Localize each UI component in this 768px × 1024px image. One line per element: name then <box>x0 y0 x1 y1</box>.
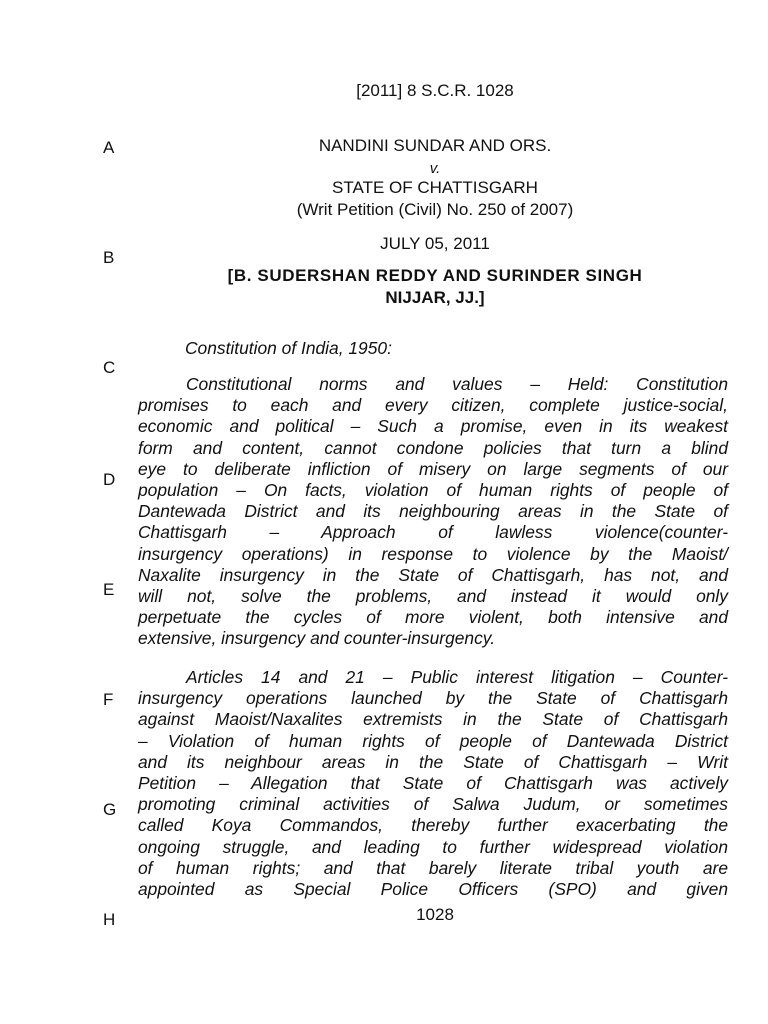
paragraph-line: appointed as Special Police Officers (SPO) and given <box>138 879 728 900</box>
margin-letter-e: E <box>103 580 115 599</box>
paragraph-line: population – On facts, violation of human rights of people of <box>138 480 728 501</box>
paragraph-line: will not, solve the problems, and instead it would only <box>138 586 728 607</box>
paragraph-line: Chattisgarh – Approach of lawless violence(counter- <box>138 522 728 543</box>
subject-heading: Constitution of India, 1950: <box>185 338 392 358</box>
margin-letter-a: A <box>103 138 115 157</box>
paragraph-line: economic and political – Such a promise, even in its weakest <box>138 416 728 437</box>
paragraph-line: Petition – Allegation that State of Chattisgarh was actively <box>138 773 728 794</box>
paragraph-line: perpetuate the cycles of more violent, both intensive and <box>138 607 728 628</box>
respondent-name: STATE OF CHATTISGARH <box>332 178 538 197</box>
paragraph-line: Articles 14 and 21 – Public interest litigation – Counter- <box>186 667 728 687</box>
paragraph-line: Naxalite insurgency in the State of Chattisgarh, has not, and <box>138 564 728 585</box>
headnote-paragraph-1 <box>138 374 728 650</box>
margin-letter-g: G <box>103 800 117 819</box>
margin-letter-h: H <box>103 910 116 929</box>
paragraph-line: ongoing struggle, and leading to further widespread violation <box>138 836 728 857</box>
bench-line-1: [B. SUDERSHAN REDDY AND SURINDER SINGH <box>227 266 643 285</box>
citation: [2011] 8 S.C.R. 1028 <box>356 81 514 100</box>
paragraph-line: extensive, insurgency and counter-insurgency. <box>138 628 496 649</box>
paragraph-line: called Koya Commandos, thereby further exacerbating the <box>138 815 728 836</box>
paragraph-line: – Violation of human rights of people of Dantewada District <box>138 730 728 751</box>
paragraph-line: insurgency operations) in response to violence by the Maoist/ <box>138 543 728 564</box>
paragraph-line: of human rights; and that barely literate tribal youth are <box>138 857 728 878</box>
paragraph-line: Dantewada District and its neighbouring areas in the State of <box>138 501 728 522</box>
margin-letter-f: F <box>103 690 114 709</box>
versus: v. <box>429 160 441 177</box>
judgment-date: JULY 05, 2011 <box>380 234 490 253</box>
paragraph-line: and its neighbour areas in the State of Chattisgarh – Writ <box>138 751 728 772</box>
paragraph-line: promoting criminal activities of Salwa Judum, or sometimes <box>138 794 728 815</box>
bench-line-2: NIJJAR, JJ.] <box>385 288 485 307</box>
petition-number: (Writ Petition (Civil) No. 250 of 2007) <box>296 200 574 219</box>
paragraph-line: promises to each and every citizen, complete justice-social, <box>138 395 728 416</box>
margin-letter-d: D <box>103 470 116 489</box>
paragraph-line: insurgency operations launched by the State of Chattisgarh <box>138 688 728 709</box>
margin-letter-c: C <box>103 358 116 377</box>
headnote-paragraph-2 <box>138 667 728 900</box>
paragraph-line: Constitutional norms and values – Held: Constitution <box>186 374 728 394</box>
paragraph-line: eye to deliberate infliction of misery on large segments of our <box>138 458 728 479</box>
paragraph-line: form and content, cannot condone policies that turn a blind <box>138 437 728 458</box>
page-number: 1028 <box>416 905 454 924</box>
margin-letter-b: B <box>103 248 115 267</box>
paragraph-line: against Maoist/Naxalites extremists in the State of Chattisgarh <box>138 709 728 730</box>
petitioner-name: NANDINI SUNDAR AND ORS. <box>318 136 552 155</box>
